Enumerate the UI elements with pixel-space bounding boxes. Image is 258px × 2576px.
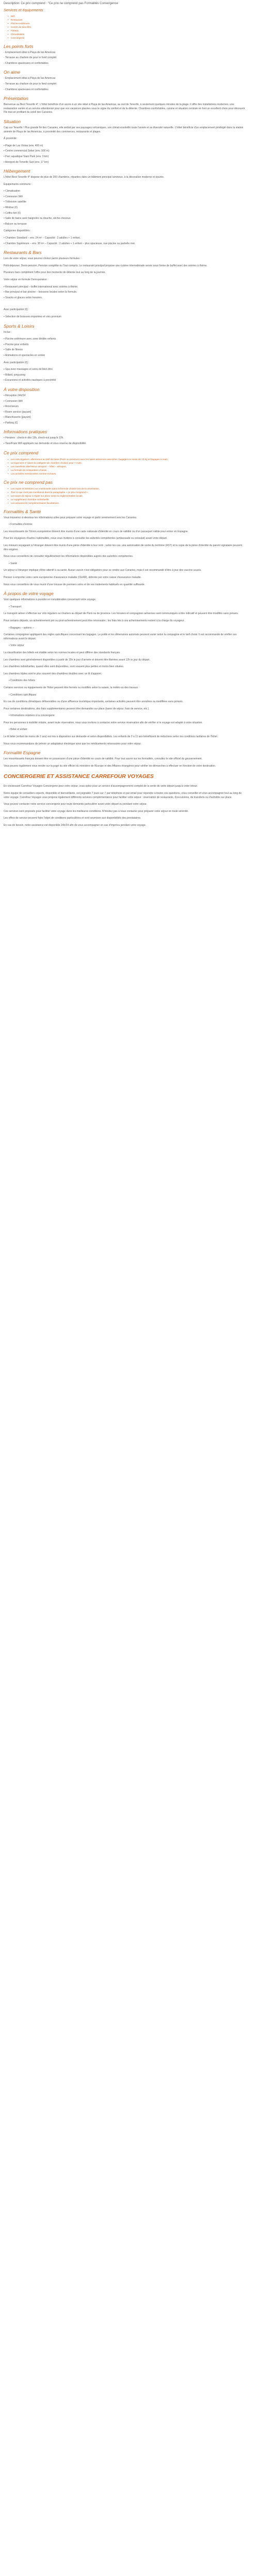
specific-conditions-text: Pour certaines destinations, des frais supplémentaires peuvent être demandés sur place (taxes de séjour, frais de service, etc.). [4,707,150,710]
formalities-text: Pensez à emporter votre carte européenne d'assurance maladie (CEAM), délivrée par votre caisse d'assurance maladie. [4,576,142,579]
stay-text: Les chambres triples sont le plus souvent des chambres doubles avec un lit d'appoint. [4,672,102,675]
sports-list [4,337,246,358]
equipment-list [4,190,246,226]
equipment-title: Équipements communs : [4,182,33,186]
situation-item: • Aéroport de Tenerife Sud (env. 17 km) [4,160,49,164]
spain-formalities-title: Formalité Espagne [4,750,41,756]
formalities-text: Les ressortissants de l'Union européenne doivent être munis d'une carte nationale d'identité en cours de validité ou d'un passeport valide pour entrer en Espagne. [4,530,189,533]
disposal-item: • Room service (payant) [4,410,31,414]
product-description [0,0,249,828]
equipment-item: • Balcon ou terrasse [4,222,27,226]
service-item: • Fitness [11,29,246,32]
situation-item: • Plage de Las Vistas (env. 400 m) [4,144,43,147]
restaurants-text: Plusieurs bars complètent l'offre pour des moments de détente tout au long de la journée. [4,271,106,275]
stay-text: Les chambres sont généralement disponibles à partir de 15h le jour d'arrivée et doivent être libérées avant 12h le jour du départ. [4,658,150,662]
restaurants-text: Lors de votre séjour, vous pourrez choisir parmi plusieurs formules : [4,257,82,261]
adapter-text: Nous vous recommandons de prévoir un adaptateur électrique ainsi que les médicaments nécessaires pour votre séjour. [4,742,141,745]
strong-points-title: Les points forts [4,43,34,49]
transport-head: • Transport [9,605,22,608]
sports-item: • Piscine pour enfants [4,343,29,346]
presentation-title: Présentation [4,96,28,101]
formula-item: • Restaurant principal – buffet international avec soirées à thème. [4,285,78,289]
strong-points-list [4,51,246,66]
formalities-text: Nous vous conseillons de consulter régulièrement les informations disponibles auprès des autorités compétentes. [4,555,134,558]
like-item: - Emplacement idéal à Playa de las Americas [4,77,56,80]
service-item: • Centre de bien-être [11,25,246,29]
stay-text: La classification des hôtels est établie selon les normes locales et peut différer des standards français. [4,651,121,654]
services-section [4,8,246,40]
practical-title: Informations pratiques [4,429,47,435]
baby-text: Le lit bébé (enfant de moins de 2 ans) est mis à disposition sur demande et selon disponibilités. Les enfants de 2 à 11 ans bénéficient de réductions selon les conditions tarifaires de l'hôtel. [4,735,218,739]
formula-title: Votre séjour en formule Demi-pension : [4,278,49,281]
situation-sub: À proximité : [4,137,18,141]
formalities-subhead: • Formalités d'entrée [9,523,33,527]
sports-sub: Inclus : [4,330,12,334]
services-title: Services et équipements [4,8,43,12]
equipment-item: • Connexion Wifi [4,195,23,198]
excludes-item: • Les taxes de séjour à régler sur place selon la réglementation locale, [11,494,246,498]
disposal-item: • Parking (€) [4,421,18,425]
categories-list [4,236,246,246]
hotel-conditions-head: • Conditions des hôtels [9,679,35,683]
category-item: • Chambre Supérieure – env. 30 m² – Capacité : 2 adultes + 1 enfant – plus spacieuse, vue piscine ou partielle mer. [4,242,136,245]
sports-cost-title: Avec participation (€) : [4,361,29,364]
hebergement-title: Hébergement [4,168,30,174]
strong-point: - Terrasse au charbon de pour le fond complet [4,56,57,60]
disposal-item: • Réception 24h/24 [4,394,26,397]
sports-item: • Piscine extérieure avec zone dédiée enfants [4,337,56,341]
category-item: • Chambre Standard – env. 24 m² – Capacité : 2 adultes + 1 enfant. [4,236,81,240]
service-item: • Wifi [11,14,246,18]
excludes-item: • Le supplément chambre individuelle, [11,498,246,501]
excludes-title: Ce prix ne comprend pas [4,479,53,485]
excludes-item: • Les repas et boissons non mentionnés dans la formule choisie lors de la réservation, [11,487,246,490]
sports-item: • Animations et spectacles en soirée [4,353,45,357]
services-list [4,14,246,40]
excludes-list [4,487,246,505]
specific-conditions-text: En cas de conditions climatiques défavorables ou d'une affluence touristique importante, certaines activités peuvent être annulées ou modifiées sans préavis. [4,700,184,704]
concierge-text: Notre équipe de conseillers experts, disponible et bienveillante, est joignable 7 jours sur 7 par téléphone et par email pour répondre à toutes vos questions, vous conseiller et vous accompagner tout au long de votre voyage. Carrefour Voyages vous propose également différents services complémentaires pour faciliter votre séjour : réservation de restaurants, d'excursions, de transferts ou d'activités sur place. [4,792,242,799]
includes-item: • Le logement 4* (dans la catégorie de chambre choisie) pour 7 nuits, [11,461,246,465]
spain-formalities-text: Les ressortissants français doivent être en possession d'une pièce d'identité en cours de validité. Pour tout savoir sur les formalités, consultez le site officiel du gouvernement. [4,757,203,761]
specific-conditions-head: • Conditions spécifiques [9,693,37,697]
service-item: • Climatisation [11,32,246,36]
formalities-subhead: • Santé [9,562,18,565]
includes-title: Ce prix comprend [4,450,39,455]
transport-text: Pour certains départs, un acheminement pré ou post-acheminement peut être nécessaire ; les frais liés à ces acheminements restent à la charge du voyageur. [4,619,185,622]
hebergement-text: L'hôtel Best Tenerife 4* dispose de plus de 200 chambres, réparties dans un bâtiment principal lumineux, à la décoration moderne et épurée. [4,176,165,179]
disposal-list [4,394,246,426]
equipment-item: • Salle de bains avec baignoire ou douche, sèche-cheveux [4,217,71,221]
situation-item: • Parc aquatique Siam Park (env. 3 km) [4,155,49,158]
equipment-item: • Minibar (€) [4,206,18,210]
concierge-text: En choisissant Carrefour Voyages Conciergerie pour votre séjour, vous optez pour un service d'accompagnement complet de la vente de votre départ jusqu'à votre retour. [4,785,198,788]
service-item: • Piscine extérieure [11,22,246,25]
luggage-head: • Bagages – options – [9,626,34,630]
disposal-item: • Ascenseurs [4,405,19,409]
formalities-text: Pour les voyageurs d'autres nationalités, nous vous invitons à consulter les autorités compétentes (ambassade ou consulat) avant votre départ. [4,537,168,540]
equipment-item: • Télévision satellite [4,200,26,204]
stay-head: • Votre séjour [9,644,24,648]
practical-item: • Horaires : check-in dès 15h, check-out jusqu'à 12h. [4,436,64,440]
restaurants-text: Petit-déjeuner, Demi-pension, Pension complète ou Tout compris. Le restaurant principal propose une cuisine internationale servie sous forme de buffet avec des soirées à thème. [4,264,207,267]
equipment-item: • Coffre-fort (€) [4,211,21,215]
concierge-title: CONCIERGERIE ET ASSISTANCE CARREFOUR VOYAGES [4,773,154,780]
strong-point: - Chambres spacieuses et confortables [4,61,49,65]
excludes-item: • Tout ce qui n'est pas mentionné dans le paragraphe « ce prix comprend », [11,490,246,494]
restaurants-note: • Sélection de boissons importées et vins premium [4,315,61,318]
sports-cost-item: • Excursions et activités nautiques à proximité [4,379,56,382]
sports-cost-item: • Billard, ping-pong [4,373,26,377]
excludes-item: • Les assurances complémentaires facultatives. [11,501,246,505]
equipment-item: • Climatisation [4,190,20,193]
restaurants-note-title: Avec participation (€) : [4,308,29,312]
strong-point: - Emplacement idéal à Playa de las Americas [4,50,56,54]
situation-text: Cap sur Tenerife ! Plus grande île des Canaries, elle séduit par ses paysages volcaniques, son climat ensoleillé toute l'année et sa diversité naturelle. L'hôtel bénéficie d'un emplacement privilégié dans la station animée de Playa de las Americas, à proximité des commerces, restaurants et plages. [4,126,244,133]
service-item: • Conciergerie [11,36,246,40]
disposal-title: À votre disposition [4,386,40,392]
formula-item: • Bar principal et bar piscine – boissons locales selon la formule. [4,291,77,294]
intro-line: Description: Ce prix comprend : "Ce prix ne comprend pas Formalités Convergence [4,2,118,5]
luggage-text: Certaines compagnies appliquent des règles spécifiques concernant les bagages. Le poids et les dimensions autorisés peuvent varier selon la compagnie et le tarif choisi. Il est recommandé de vérifier ces informations avant le départ. [4,633,237,640]
likes-list [4,77,246,92]
sports-cost-list [4,368,246,383]
practical-item: • Taxe/Frais Wifi appliqués sur demande et sous réserve de disponibilité. [4,442,87,446]
hotel-conditions-text: Certains services ou équipements de l'hôtel peuvent être fermés ou modifiés selon la saison, la météo ou des travaux. [4,686,139,689]
like-item: - Chambres spacieuses et confortables [4,88,49,91]
categories-title: Catégories disponibles : [4,229,31,233]
practical-list [4,436,246,446]
situation-title: Situation [4,118,21,124]
situation-item: • Centre commercial Safari (env. 500 m) [4,149,50,153]
about-title: À propos de votre voyage [4,591,54,597]
spain-formalities-text: Vous pouvez également vous rendre sur la page du site officiel du ministère de l'Europe et des Affaires étrangères pour vérifier les démarches à effectuer en fonction de votre destination. [4,764,216,768]
concierge-info-text: Pour les personnes à mobilité réduite, avant toute réservation, nous vous invitons à contacter notre service réservation afin de vérifier si le voyage est adapté à votre situation. [4,721,203,724]
concierge-text: En cas de besoin, notre assistance est disponible 24h/24 afin de vous accompagner en cas d'imprévu pendant votre voyage. [4,824,147,827]
disposal-item: • Connexion Wifi [4,399,23,403]
sports-item: • Salle de fitness [4,348,23,352]
includes-item: • La formule de restauration choisie, [11,468,246,472]
transport-text: Le transport aérien s'effectue sur vols réguliers ou charters au départ de Paris ou de province. Les horaires et compagnies aériennes sont communiqués à titre indicatif et peuvent être modifiés sans préavis. [4,612,239,616]
includes-item: • Les activités mentionnées comme incluses. [11,472,246,476]
baby-head: • Bébé et enfant [9,728,27,732]
presentation-text: Bienvenue au Best Tenerife 4*. L'hôtel bénéficie d'un accès à un site idéal à Playa de las Americas, au sud de Tenerife, à seulement quelques minutes de la plage. Il offre des installations modernes, une restauration variée et un service attentionné pour que vos vacances placées sous le signe du confort et de la détente. Chambres confortables, cuisine et situation centrale en font un excellent choix pour découvrir l'île tout en profitant du soleil des Canaries. [4,103,245,114]
includes-item: • Les vols réguliers, aller/retour au tarif de base (Paris ou province) avec les taxes aériennes associées, bagages en soute de 23 kg et bagages à main, [11,457,246,461]
formula-item: • Snacks et glaces selon horaires. [4,296,43,299]
sports-cost-item: • Spa avec massages et soins de bien-être [4,368,53,371]
formalities-text: Nous vous conseillons de vous munir d'une trousse de premiers soins et de vos traitements habituels en quantité suffisante. [4,583,146,586]
sports-title: Sports & Loisirs [4,323,35,329]
formalities-title: Formalités & Santé [4,509,41,514]
includes-list [4,457,246,476]
like-item: - Terrasse au charbon de pour le fond complet [4,82,57,86]
includes-item: • Les transferts aller/retour aéroport – hôtel – aéroport, [11,465,246,468]
formalities-text: Vous trouverez ci-dessous les informations utiles pour préparer votre voyage et partir sereinement vers les Canaries. [4,516,137,519]
concierge-info-head: • Informations relatives à la conciergerie [9,714,55,718]
stay-text: Les chambres individuelles, quand elles sont disponibles, sont souvent plus petites et moins bien situées. [4,665,124,669]
likes-title: On aime [4,70,21,75]
restaurants-title: Restaurants & Bars [4,250,42,256]
formula-list [4,285,246,300]
concierge-text: Ces services sont proposés pour faciliter votre voyage dans les meilleures conditions. N'hésitez pas à nous contacter pour préparer votre séjour en toute sérénité. [4,809,189,813]
about-intro: Voici quelques informations à prendre en considération concernant votre voyage. [4,598,96,602]
situation-list [4,144,246,164]
service-item: • Restaurant [11,18,246,22]
formalities-text: Un séjour à l'étranger implique d'être attentif à sa santé. Aucun vaccin n'est obligatoire pour se rendre aux Canaries, mais il est recommandé d'être à jour des vaccins usuels. [4,569,202,572]
concierge-text: Les offres de service peuvent faire l'objet de conditions particulières et sont soumises aux disponibilités des prestataires. [4,817,141,820]
formalities-text: Les mineurs voyageant à l'étranger doivent être munis d'une pièce d'identité à leur nom ; selon les cas, une autorisation de sortie du territoire (AST) et la copie de la pièce d'identité du parent signataire peuvent être exigées. [4,544,243,551]
concierge-text: Vous pouvez contacter notre service conciergerie pour toute demande particulière avant votre départ ou pendant votre séjour. [4,803,147,806]
disposal-item: • Blanchisserie (payant) [4,416,31,419]
